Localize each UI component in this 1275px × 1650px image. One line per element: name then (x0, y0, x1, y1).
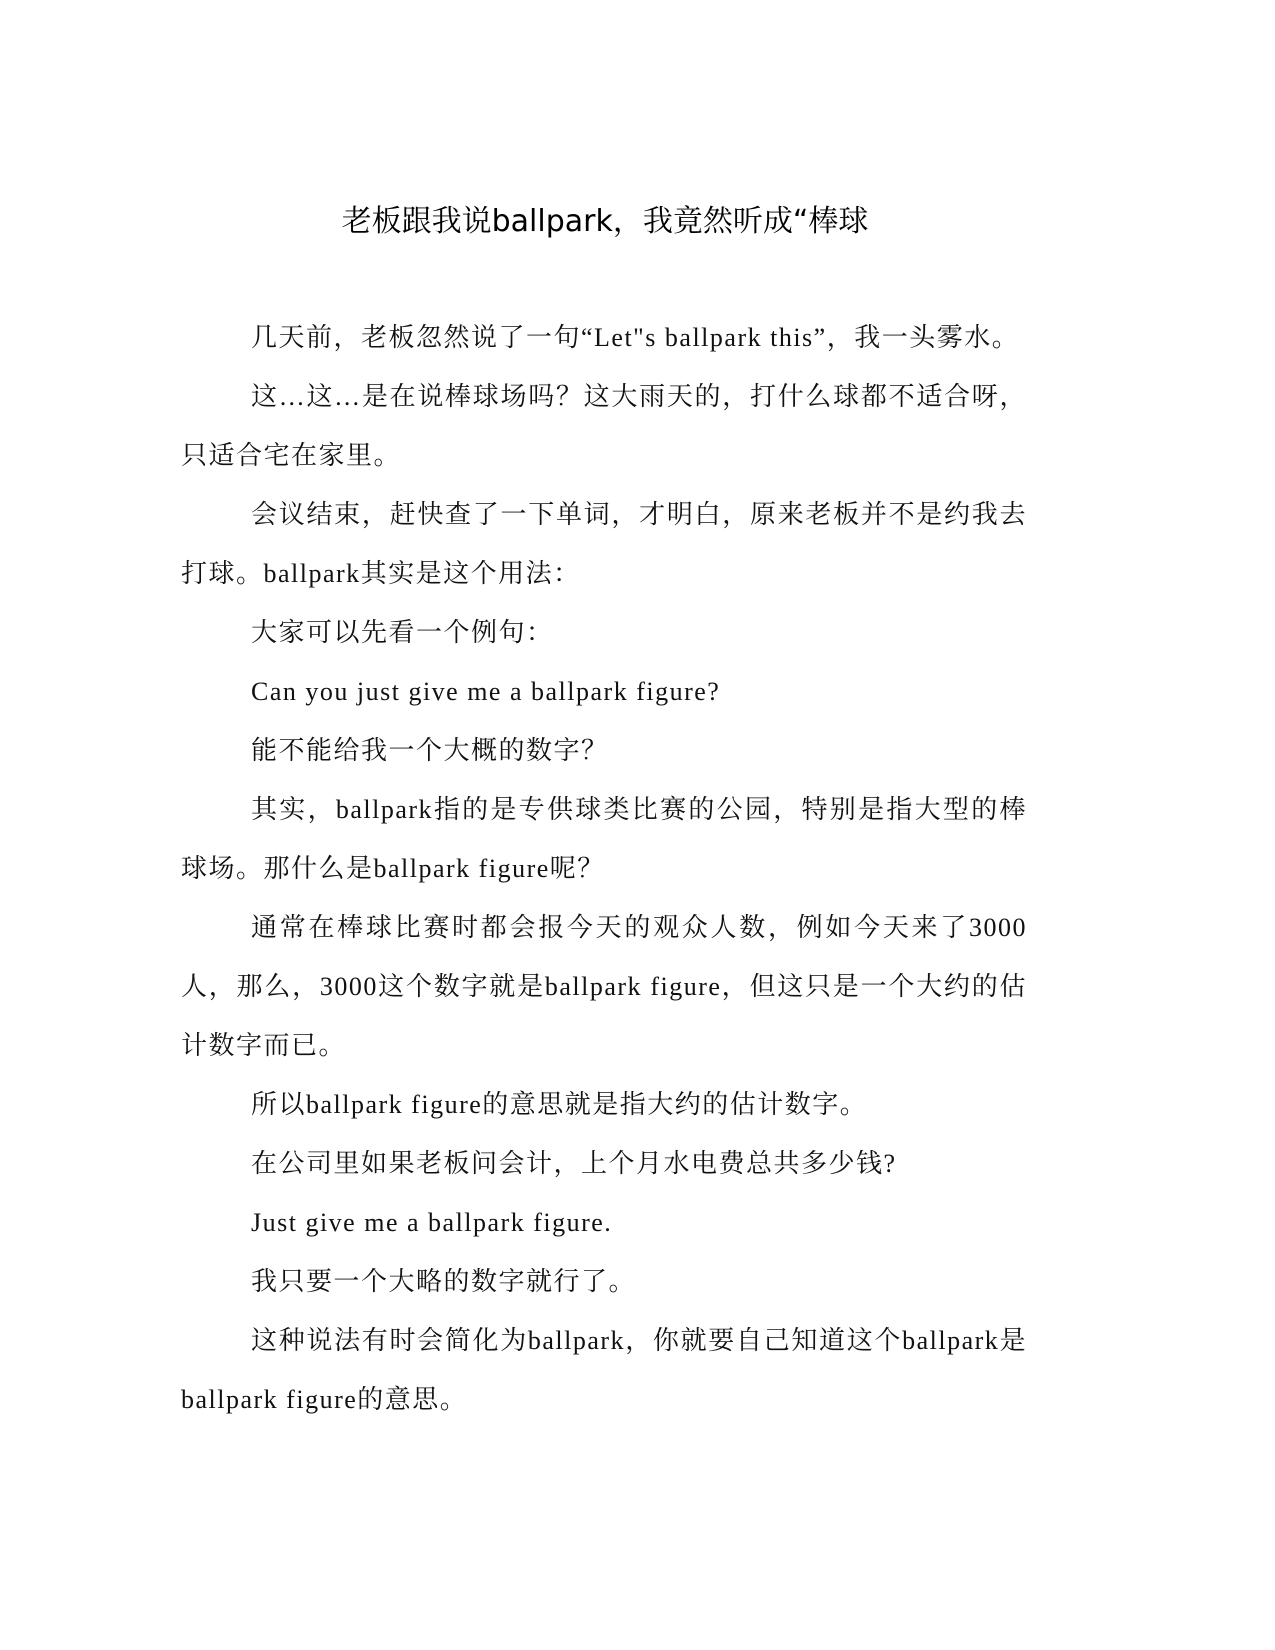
paragraph: Can you just give me a ballpark figure? (251, 677, 721, 706)
document-body (181, 308, 1027, 1429)
paragraph: 这…这…是在说棒球场吗？这大雨天的，打什么球都不适合呀，只适合宅在家里。 (181, 382, 1027, 470)
paragraph: 其实，ballpark指的是专供球类比赛的公园，特别是指大型的棒球场。那什么是ballpark figure呢？ (181, 795, 1027, 883)
paragraph: Just give me a ballpark figure. (251, 1208, 613, 1237)
paragraph: 这种说法有时会简化为ballpark，你就要自己知道这个ballpark是ballpark figure的意思。 (181, 1326, 1027, 1414)
paragraph: 几天前，老板忽然说了一句“Let"s ballpark this”，我一头雾水。 (251, 323, 1020, 352)
paragraph: 在公司里如果老板问会计，上个月水电费总共多少钱? (251, 1149, 897, 1178)
paragraph: 通常在棒球比赛时都会报今天的观众人数，例如今天来了3000人，那么，3000这个数字就是ballpark figure，但这只是一个大约的估计数字而已。 (181, 913, 1027, 1060)
paragraph: 所以ballpark figure的意思就是指大约的估计数字。 (251, 1090, 868, 1119)
paragraph: 会议结束，赶快查了一下单词，才明白，原来老板并不是约我去打球。ballpark其实是这个用法： (181, 500, 1027, 588)
document-title: 老板跟我说ballpark，我竟然听成“棒球 (341, 204, 869, 239)
paragraph: 能不能给我一个大概的数字？ (251, 736, 609, 765)
paragraph: 大家可以先看一个例句： (251, 618, 554, 647)
paragraph: 我只要一个大略的数字就行了。 (251, 1267, 637, 1296)
